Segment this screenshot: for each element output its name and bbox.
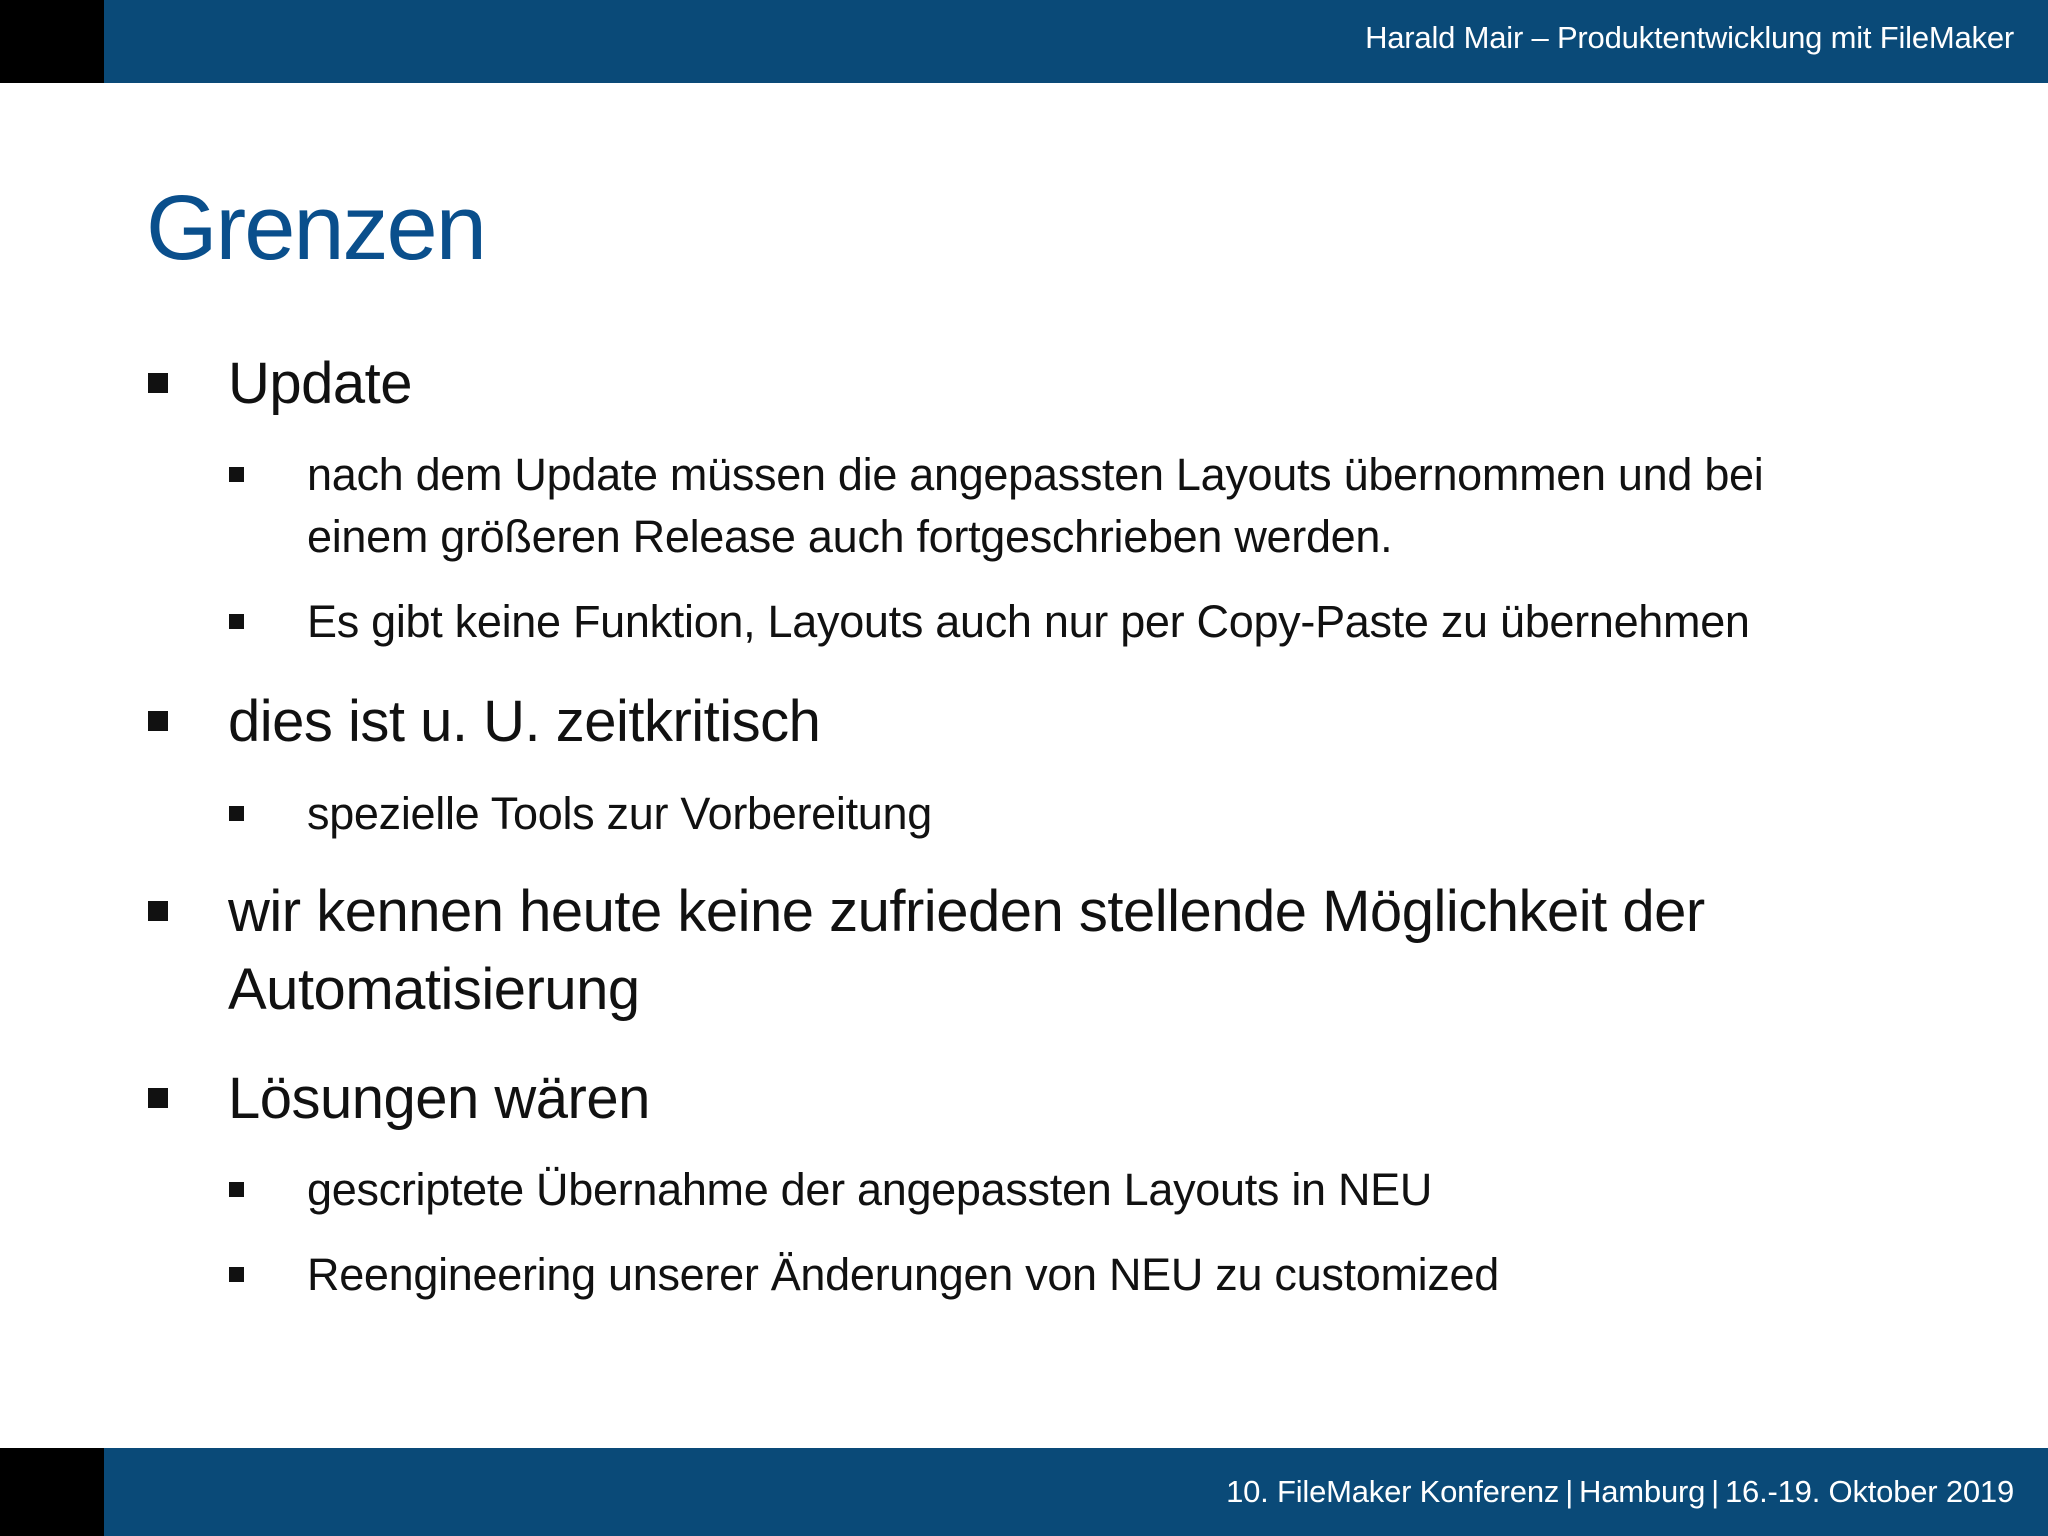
footer-black-block [0, 1448, 104, 1536]
header-black-block [0, 0, 104, 83]
bullet-marker [148, 1088, 168, 1108]
sub-bullet-reengineering: Reengineering unserer Änderungen von NEU zu customized [307, 1249, 1500, 1300]
bullet-update: Update [228, 351, 413, 416]
sub-bullet-marker [229, 1267, 244, 1282]
conference-footer [1226, 1474, 2014, 1510]
footer-dates: 16.-19. Oktober 2019 [1725, 1474, 2014, 1509]
sub-bullet-marker [229, 467, 244, 482]
bullet-marker [148, 373, 168, 393]
header-bar [0, 0, 2048, 83]
sub-bullet-tools: spezielle Tools zur Vorbereitung [307, 788, 932, 839]
bullet-automatisierung-line-2: Automatisierung [228, 957, 640, 1022]
sub-bullet-marker [229, 1182, 244, 1197]
sub-bullet-marker [229, 806, 244, 821]
bullet-marker [148, 711, 168, 731]
bullet-marker [148, 901, 168, 921]
footer-city: Hamburg [1579, 1474, 1706, 1509]
footer-event: 10. FileMaker Konferenz [1226, 1474, 1560, 1509]
sub-bullet-copy-paste: Es gibt keine Funktion, Layouts auch nur per Copy-Paste zu übernehmen [307, 596, 1750, 647]
slide-title: Grenzen [146, 177, 485, 279]
sub-bullet-update-line-1: nach dem Update müssen die angepassten Layouts übernommen und bei [307, 449, 1764, 500]
bullet-zeitkritisch: dies ist u. U. zeitkritisch [228, 689, 821, 754]
sub-bullet-marker [229, 614, 244, 629]
sub-bullet-update-line-2: einem größeren Release auch fortgeschrieben werden. [307, 511, 1393, 562]
footer-bar [0, 1448, 2048, 1536]
footer-separator: | [1565, 1474, 1574, 1509]
footer-separator: | [1711, 1474, 1720, 1509]
presenter-header: Harald Mair – Produktentwicklung mit FileMaker [1365, 20, 2014, 55]
sub-bullet-uebernahme: gescriptete Übernahme der angepassten Layouts in NEU [307, 1164, 1433, 1215]
bullet-loesungen: Lösungen wären [228, 1066, 650, 1131]
bullet-automatisierung-line-1: wir kennen heute keine zufrieden stellende Möglichkeit der [228, 879, 1705, 944]
